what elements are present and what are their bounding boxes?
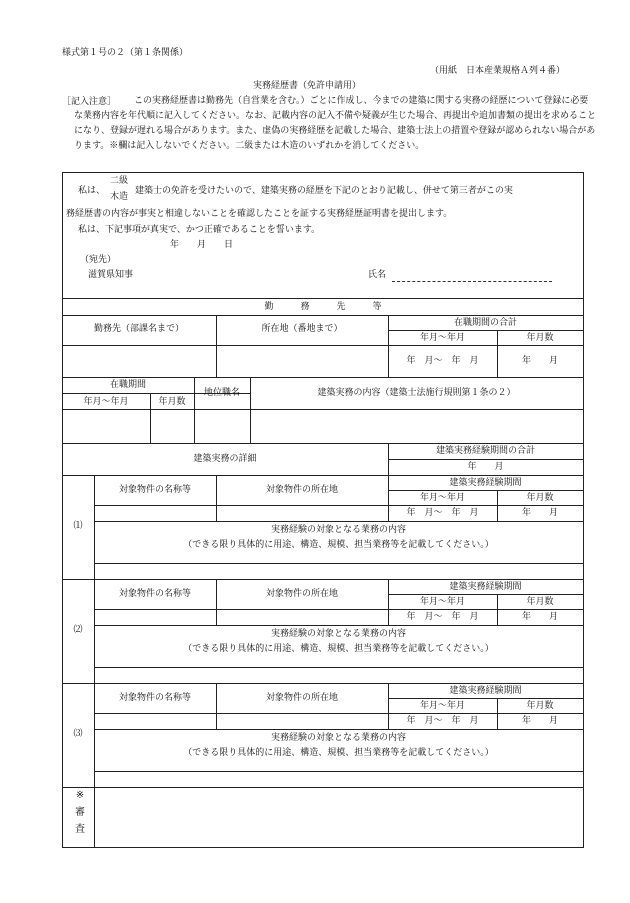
declaration-watashi: 私は、	[78, 186, 106, 196]
declaration-date[interactable]: 年 月 日	[170, 240, 234, 250]
block-1-content-note: （できる限り具体的に用途、構造、規模、担当業務等を記載してください。）	[183, 540, 494, 550]
block-3-content-note: （できる限り具体的に用途、構造、規模、担当業務等を記載してください。）	[183, 748, 494, 758]
notice-label: ［記入注意］	[62, 97, 117, 107]
block-1-years-value[interactable]: 年 月	[521, 508, 558, 518]
name-field[interactable]	[392, 280, 552, 282]
block-1-years-header: 年月数	[526, 493, 554, 503]
review-char-1: 審	[75, 807, 85, 818]
col-ym: 年月〜年月	[419, 333, 465, 343]
block-2-period-header: 建築実務経験期間	[449, 582, 522, 592]
workplace-header: 勤 務 先 等	[264, 302, 382, 312]
tenure-header: 在職期間	[109, 380, 146, 390]
review-char-2: 査	[75, 824, 85, 835]
block-1-object-name: 対象物件の名称等	[118, 485, 191, 495]
grade-mokuzo: 木造	[110, 192, 129, 202]
block-1-content-field[interactable]	[95, 564, 582, 578]
block-2-number: ⑵	[73, 625, 83, 635]
addressee-label: （宛先）	[80, 255, 117, 265]
block-3-period-header: 建築実務経験期間	[449, 686, 522, 696]
block-2-content-field[interactable]	[95, 668, 582, 682]
review-mark: ※	[75, 790, 85, 801]
block-3-ym-value[interactable]: 年 月〜 年 月	[406, 716, 479, 726]
block-2-ym-header: 年月〜年月	[419, 597, 465, 607]
grade-nikyu: 二級	[110, 176, 129, 186]
tenure-ym: 年月〜年月	[83, 397, 129, 407]
block-1-ym-value[interactable]: 年 月〜 年 月	[406, 508, 479, 518]
col-tenure-total: 在職期間の合計	[453, 318, 517, 328]
notice-text: この実務経歴書は勤務先（自営業を含む。）ごとに作成し、今までの建築に関する実務の経歴について登録に必要な業務内容を年代順に記入してください。なお、記載内容の記入不備や疑義が生じた場合、再提出や追加書類の提出を求めることになり、登録が遅れる場合があります。また、虚偽の実務経歴を記載した場合、建築士法上の措置や登録が認められない場合があります。※欄は記入しないでください。二級または木造のいずれかを消してください。	[74, 96, 597, 151]
block-3-years-header: 年月数	[526, 701, 554, 711]
block-2-content-title: 実務経験の対象となる業務の内容	[270, 629, 406, 639]
col-address: 所在地（番地まで）	[261, 324, 343, 334]
page-title: 実務経歴書（免許申請用）	[253, 81, 362, 91]
block-3-object-name: 対象物件の名称等	[118, 693, 191, 703]
block-3-content-title: 実務経験の対象となる業務の内容	[270, 733, 406, 743]
ym-value[interactable]: 年 月〜 年 月	[406, 356, 479, 366]
block-2-object-name: 対象物件の名称等	[118, 589, 191, 599]
paper-spec: （用紙 日本産業規格Ａ列４番）	[430, 66, 566, 76]
block-2-object-address: 対象物件の所在地	[265, 589, 338, 599]
work-content-header: 建築実務の内容（建築士法施行規則第１条の２）	[317, 388, 516, 398]
details-header: 建築実務の詳細	[193, 454, 257, 464]
block-2-years-header: 年月数	[526, 597, 554, 607]
declaration-line2: 務経歴書の内容が事実と相違しないことを確認したことを証する実務経歴証明書を提出します。	[66, 209, 453, 219]
details-total-header: 建築実務経験期間の合計	[435, 446, 535, 456]
block-1-content-title: 実務経験の対象となる業務の内容	[270, 525, 406, 535]
block-3-object-address: 対象物件の所在地	[265, 693, 338, 703]
block-2-ym-value[interactable]: 年 月〜 年 月	[406, 612, 479, 622]
block-2-content-note: （できる限り具体的に用途、構造、規模、担当業務等を記載してください。）	[183, 644, 494, 654]
block-1-object-address: 対象物件の所在地	[265, 485, 338, 495]
block-2-years-value[interactable]: 年 月	[521, 612, 558, 622]
block-3-years-value[interactable]: 年 月	[521, 716, 558, 726]
block-1-period-header: 建築実務経験期間	[449, 478, 522, 488]
block-1-ym-header: 年月〜年月	[419, 493, 465, 503]
years-value[interactable]: 年 月	[521, 356, 558, 366]
block-3-number: ⑶	[73, 729, 83, 739]
position-title: 地位職名	[203, 388, 240, 398]
declaration-line3: 私は、下記事項が真実で、かつ正確であることを誓います。	[78, 225, 321, 235]
addressee: 滋賀県知事	[88, 270, 134, 280]
details-total-value[interactable]: 年 月	[467, 462, 504, 472]
col-years: 年月数	[526, 333, 554, 343]
declaration-line1: 建築士の免許を受けたいので、建築実務の経歴を下記のとおり記載し、併せて第三者がこの実	[135, 186, 513, 196]
tenure-years: 年月数	[158, 397, 186, 407]
block-3-ym-header: 年月〜年月	[419, 701, 465, 711]
block-1-number: ⑴	[73, 521, 83, 531]
name-label: 氏名	[368, 270, 387, 280]
block-3-content-field[interactable]	[95, 772, 582, 786]
form-number: 様式第１号の２（第１条関係）	[62, 48, 189, 58]
col-workplace: 勤務先（部課名まで）	[93, 324, 184, 334]
